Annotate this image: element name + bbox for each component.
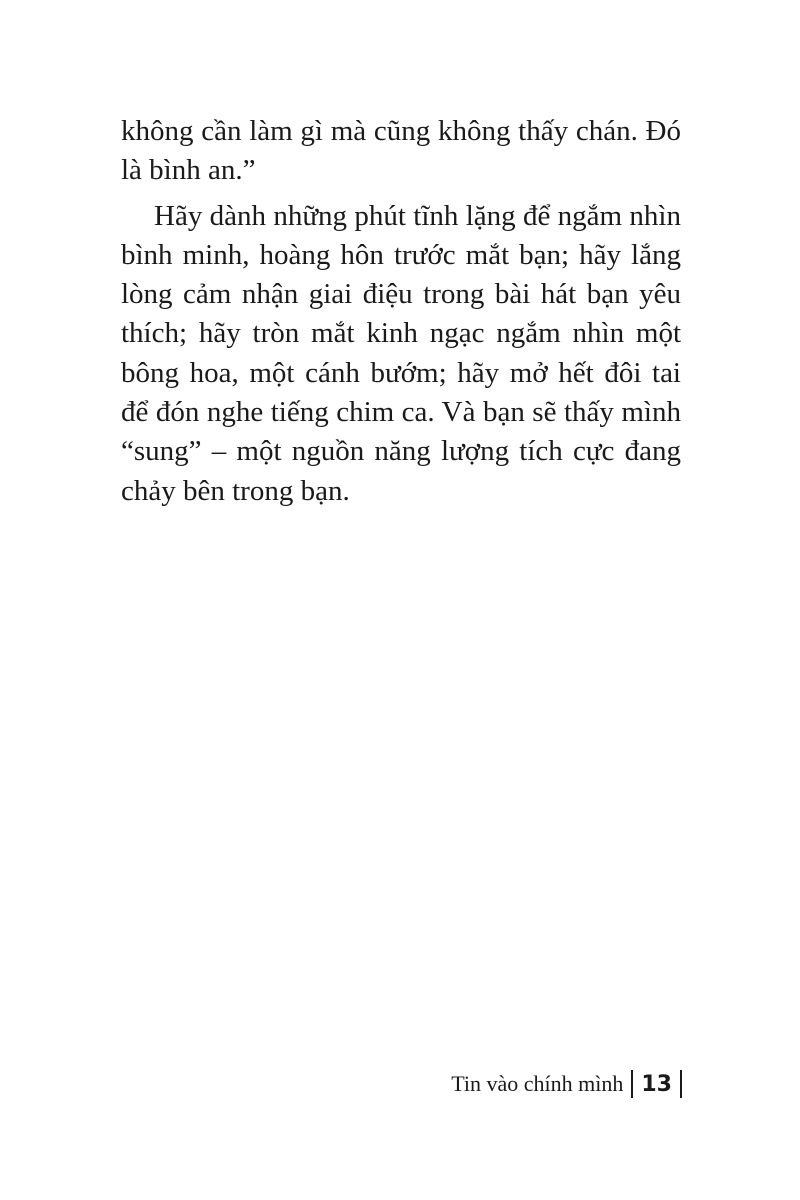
paragraph-continued: không cần làm gì mà cũng không thấy chán. Đó là bình an.” xyxy=(121,115,681,187)
footer-divider-left xyxy=(631,1070,633,1098)
page-number: 13 xyxy=(641,1071,672,1097)
page-footer xyxy=(451,1066,690,1102)
paragraph-main: Hãy dành những phút tĩnh lặng để ngắm nhìn bình minh, hoàng hôn trước mắt bạn; hãy lắng lòng cảm nhận giai điệu trong bài hát bạn yêu thích; hãy tròn mắt kinh ngạc ngắm nhìn một bông hoa, một cánh bướm; hãy mở hết đôi tai để đón nghe tiếng chim ca. Và bạn sẽ thấy mình “sung” – một nguồn năng lượng tích cực đang chảy bên trong bạn. xyxy=(121,199,681,507)
page-body xyxy=(121,112,681,511)
footer-divider-right xyxy=(680,1070,682,1098)
running-title: Tin vào chính mình xyxy=(451,1071,624,1096)
